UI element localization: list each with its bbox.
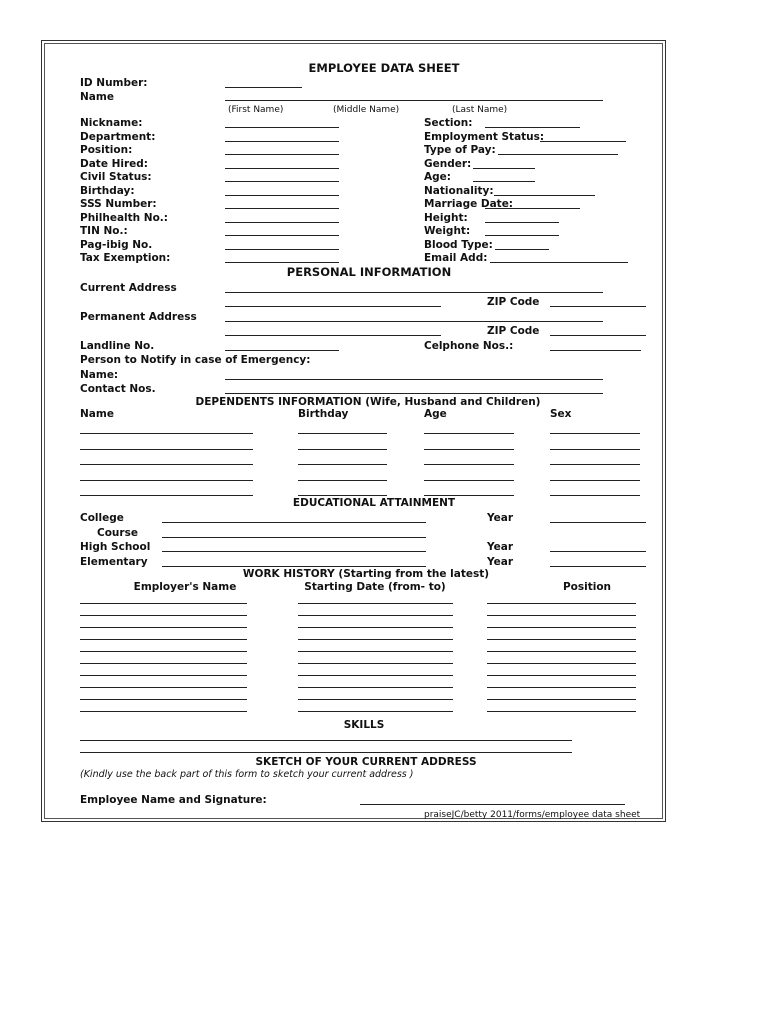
current-address-field[interactable] bbox=[225, 292, 603, 293]
permanent-address-label: Permanent Address bbox=[80, 311, 197, 323]
education-field-1[interactable] bbox=[162, 537, 426, 538]
field-input-right-10[interactable] bbox=[490, 262, 628, 263]
zip-code-field[interactable] bbox=[550, 306, 646, 307]
field-label-right-10: Email Add: bbox=[424, 252, 488, 264]
field-label-left-2: Position: bbox=[80, 144, 133, 156]
field-input-right-7[interactable] bbox=[485, 222, 559, 223]
dependent-sex-field[interactable] bbox=[550, 433, 640, 434]
zip-code-field-2[interactable] bbox=[550, 335, 646, 336]
field-input-right-5[interactable] bbox=[494, 195, 595, 196]
field-label-left-4: Civil Status: bbox=[80, 171, 152, 183]
field-input-left-9[interactable] bbox=[225, 249, 339, 250]
work-dates-field[interactable] bbox=[298, 651, 453, 652]
work-dates-field[interactable] bbox=[298, 603, 453, 604]
field-label-left-1: Department: bbox=[80, 130, 156, 143]
field-label-right-4: Age: bbox=[424, 171, 451, 183]
field-input-left-5[interactable] bbox=[225, 195, 339, 196]
work-position-field[interactable] bbox=[487, 699, 636, 700]
middle-name-caption: (Middle Name) bbox=[333, 105, 400, 115]
field-label-left-10: Tax Exemption: bbox=[80, 252, 171, 264]
field-input-left-1[interactable] bbox=[225, 141, 339, 142]
dependents-col-birthday: Birthday bbox=[298, 408, 349, 420]
field-label-right-7: Height: bbox=[424, 211, 468, 224]
dependent-age-field[interactable] bbox=[424, 464, 514, 465]
field-input-right-6[interactable] bbox=[485, 208, 580, 209]
field-label-left-5: Birthday: bbox=[80, 184, 135, 197]
dependents-col-name: Name bbox=[80, 408, 114, 420]
field-input-right-9[interactable] bbox=[495, 249, 549, 250]
dependent-age-field[interactable] bbox=[424, 480, 514, 481]
landline-label: Landline No. bbox=[80, 340, 155, 352]
sketch-note: (Kindly use the back part of this form to sketch your current address ) bbox=[80, 769, 414, 780]
work-dates-field[interactable] bbox=[298, 711, 453, 712]
emergency-name-field[interactable] bbox=[225, 379, 603, 380]
work-dates-field[interactable] bbox=[298, 639, 453, 640]
emergency-contact-label: Person to Notify in case of Emergency: bbox=[80, 354, 311, 366]
dependent-age-field[interactable] bbox=[424, 433, 514, 434]
work-position-field[interactable] bbox=[487, 711, 636, 712]
education-label-2: High School bbox=[80, 541, 151, 553]
dependent-age-field[interactable] bbox=[424, 495, 514, 496]
education-year-label-2: Year bbox=[487, 556, 514, 568]
field-label-right-8: Weight: bbox=[424, 225, 471, 237]
work-employer-field[interactable] bbox=[80, 651, 247, 652]
last-name-caption: (Last Name) bbox=[452, 105, 508, 115]
education-field-0[interactable] bbox=[162, 522, 426, 523]
dependent-name-field[interactable] bbox=[80, 464, 253, 465]
field-input-left-4[interactable] bbox=[225, 181, 339, 182]
education-year-field-0[interactable] bbox=[550, 522, 646, 523]
dependent-sex-field[interactable] bbox=[550, 480, 640, 481]
work-position-field[interactable] bbox=[487, 627, 636, 628]
work-employer-field[interactable] bbox=[80, 687, 247, 688]
field-label-right-3: Gender: bbox=[424, 157, 472, 170]
field-input-left-7[interactable] bbox=[225, 222, 339, 223]
work-employer-field[interactable] bbox=[80, 627, 247, 628]
field-input-right-0[interactable] bbox=[485, 127, 580, 128]
dependent-age-field[interactable] bbox=[424, 449, 514, 450]
field-label-right-2: Type of Pay: bbox=[424, 144, 496, 156]
landline-field[interactable] bbox=[225, 350, 339, 351]
dependents-heading: DEPENDENTS INFORMATION (Wife, Husband and Children) bbox=[195, 396, 541, 408]
work-dates-field[interactable] bbox=[298, 663, 453, 664]
field-label-left-9: Pag-ibig No. bbox=[80, 238, 153, 251]
education-heading: EDUCATIONAL ATTAINMENT bbox=[292, 497, 456, 509]
zip-code-label-2: ZIP Code bbox=[487, 325, 540, 337]
dependent-birthday-field[interactable] bbox=[298, 449, 387, 450]
signature-label: Employee Name and Signature: bbox=[80, 794, 267, 806]
celphone-label: Celphone Nos.: bbox=[424, 340, 514, 352]
field-input-left-3[interactable] bbox=[225, 168, 339, 169]
dependent-sex-field[interactable] bbox=[550, 464, 640, 465]
education-label-3: Elementary bbox=[80, 556, 148, 568]
field-label-left-8: TIN No.: bbox=[80, 225, 128, 237]
signature-field[interactable] bbox=[360, 804, 625, 805]
field-input-right-3[interactable] bbox=[473, 168, 535, 169]
work-employer-field[interactable] bbox=[80, 699, 247, 700]
zip-code-label: ZIP Code bbox=[487, 296, 540, 308]
footer-credit: praiseJC/betty 2011/forms/employee data sheet bbox=[424, 810, 641, 820]
dependent-birthday-field[interactable] bbox=[298, 433, 387, 434]
name-field[interactable] bbox=[225, 100, 603, 101]
work-position-field[interactable] bbox=[487, 687, 636, 688]
field-label-right-1: Employment Status: bbox=[424, 130, 545, 143]
field-label-right-9: Blood Type: bbox=[424, 238, 493, 251]
work-employer-field[interactable] bbox=[80, 615, 247, 616]
current-address-field-2[interactable] bbox=[225, 306, 441, 307]
emergency-contact-field[interactable] bbox=[225, 393, 603, 394]
work-employer-field[interactable] bbox=[80, 639, 247, 640]
skills-field[interactable] bbox=[80, 740, 572, 741]
work-dates-field[interactable] bbox=[298, 687, 453, 688]
id-number-label: ID Number: bbox=[80, 77, 148, 89]
field-label-left-7: Philhealth No.: bbox=[80, 211, 168, 224]
work-position-field[interactable] bbox=[487, 603, 636, 604]
dependent-sex-field[interactable] bbox=[550, 449, 640, 450]
work-col-position: Position bbox=[562, 581, 612, 593]
field-input-right-2[interactable] bbox=[498, 154, 618, 155]
work-position-field[interactable] bbox=[487, 615, 636, 616]
field-input-right-8[interactable] bbox=[485, 235, 559, 236]
work-employer-field[interactable] bbox=[80, 663, 247, 664]
emergency-contact-nos-label: Contact Nos. bbox=[80, 383, 156, 395]
field-input-left-0[interactable] bbox=[225, 127, 339, 128]
work-position-field[interactable] bbox=[487, 639, 636, 640]
work-history-heading: WORK HISTORY (Starting from the latest) bbox=[242, 568, 490, 580]
work-employer-field[interactable] bbox=[80, 603, 247, 604]
field-label-left-6: SSS Number: bbox=[80, 198, 157, 210]
work-col-dates: Starting Date (from- to) bbox=[304, 581, 446, 593]
education-field-3[interactable] bbox=[162, 566, 426, 567]
field-label-left-3: Date Hired: bbox=[80, 157, 148, 170]
education-year-field-1[interactable] bbox=[550, 551, 646, 552]
permanent-address-field[interactable] bbox=[225, 321, 603, 322]
work-employer-field[interactable] bbox=[80, 675, 247, 676]
dependents-col-sex: Sex bbox=[550, 408, 572, 420]
work-position-field[interactable] bbox=[487, 663, 636, 664]
education-label-0: College bbox=[80, 512, 124, 524]
education-year-label-1: Year bbox=[487, 541, 514, 553]
field-label-right-0: Section: bbox=[424, 117, 473, 129]
work-employer-field[interactable] bbox=[80, 711, 247, 712]
skills-heading: SKILLS bbox=[343, 719, 385, 731]
dependent-name-field[interactable] bbox=[80, 449, 253, 450]
field-input-left-2[interactable] bbox=[225, 154, 339, 155]
permanent-address-field-2[interactable] bbox=[225, 335, 441, 336]
work-col-employer: Employer's Name bbox=[133, 581, 237, 593]
field-label-right-5: Nationality: bbox=[424, 184, 494, 197]
field-input-left-8[interactable] bbox=[225, 235, 339, 236]
education-year-label-0: Year bbox=[487, 512, 514, 524]
work-dates-field[interactable] bbox=[298, 675, 453, 676]
emergency-name-label: Name: bbox=[80, 369, 119, 381]
field-label-right-6: Marriage Date: bbox=[424, 198, 514, 210]
celphone-field[interactable] bbox=[550, 350, 641, 351]
dependent-name-field[interactable] bbox=[80, 495, 253, 496]
field-input-right-1[interactable] bbox=[540, 141, 626, 142]
work-position-field[interactable] bbox=[487, 651, 636, 652]
personal-info-heading: PERSONAL INFORMATION bbox=[286, 265, 452, 279]
work-position-field[interactable] bbox=[487, 675, 636, 676]
field-input-left-10[interactable] bbox=[225, 262, 339, 263]
first-name-caption: (First Name) bbox=[228, 105, 284, 115]
dependent-name-field[interactable] bbox=[80, 480, 253, 481]
education-label-1: Course bbox=[97, 527, 138, 539]
field-label-left-0: Nickname: bbox=[80, 117, 143, 129]
sketch-heading: SKETCH OF YOUR CURRENT ADDRESS bbox=[255, 756, 477, 768]
name-label: Name bbox=[80, 91, 114, 103]
dependent-birthday-field[interactable] bbox=[298, 495, 387, 496]
work-dates-field[interactable] bbox=[298, 699, 453, 700]
work-dates-field[interactable] bbox=[298, 615, 453, 616]
page-title: EMPLOYEE DATA SHEET bbox=[308, 61, 460, 75]
work-dates-field[interactable] bbox=[298, 627, 453, 628]
dependents-col-age: Age bbox=[424, 408, 447, 420]
id-number-field[interactable] bbox=[225, 87, 302, 88]
dependent-name-field[interactable] bbox=[80, 433, 253, 434]
dependent-sex-field[interactable] bbox=[550, 495, 640, 496]
field-input-right-4[interactable] bbox=[473, 181, 535, 182]
skills-field-2[interactable] bbox=[80, 752, 572, 753]
current-address-label: Current Address bbox=[80, 282, 177, 294]
dependent-birthday-field[interactable] bbox=[298, 464, 387, 465]
education-year-field-2[interactable] bbox=[550, 566, 646, 567]
dependent-birthday-field[interactable] bbox=[298, 480, 387, 481]
education-field-2[interactable] bbox=[162, 551, 426, 552]
field-input-left-6[interactable] bbox=[225, 208, 339, 209]
